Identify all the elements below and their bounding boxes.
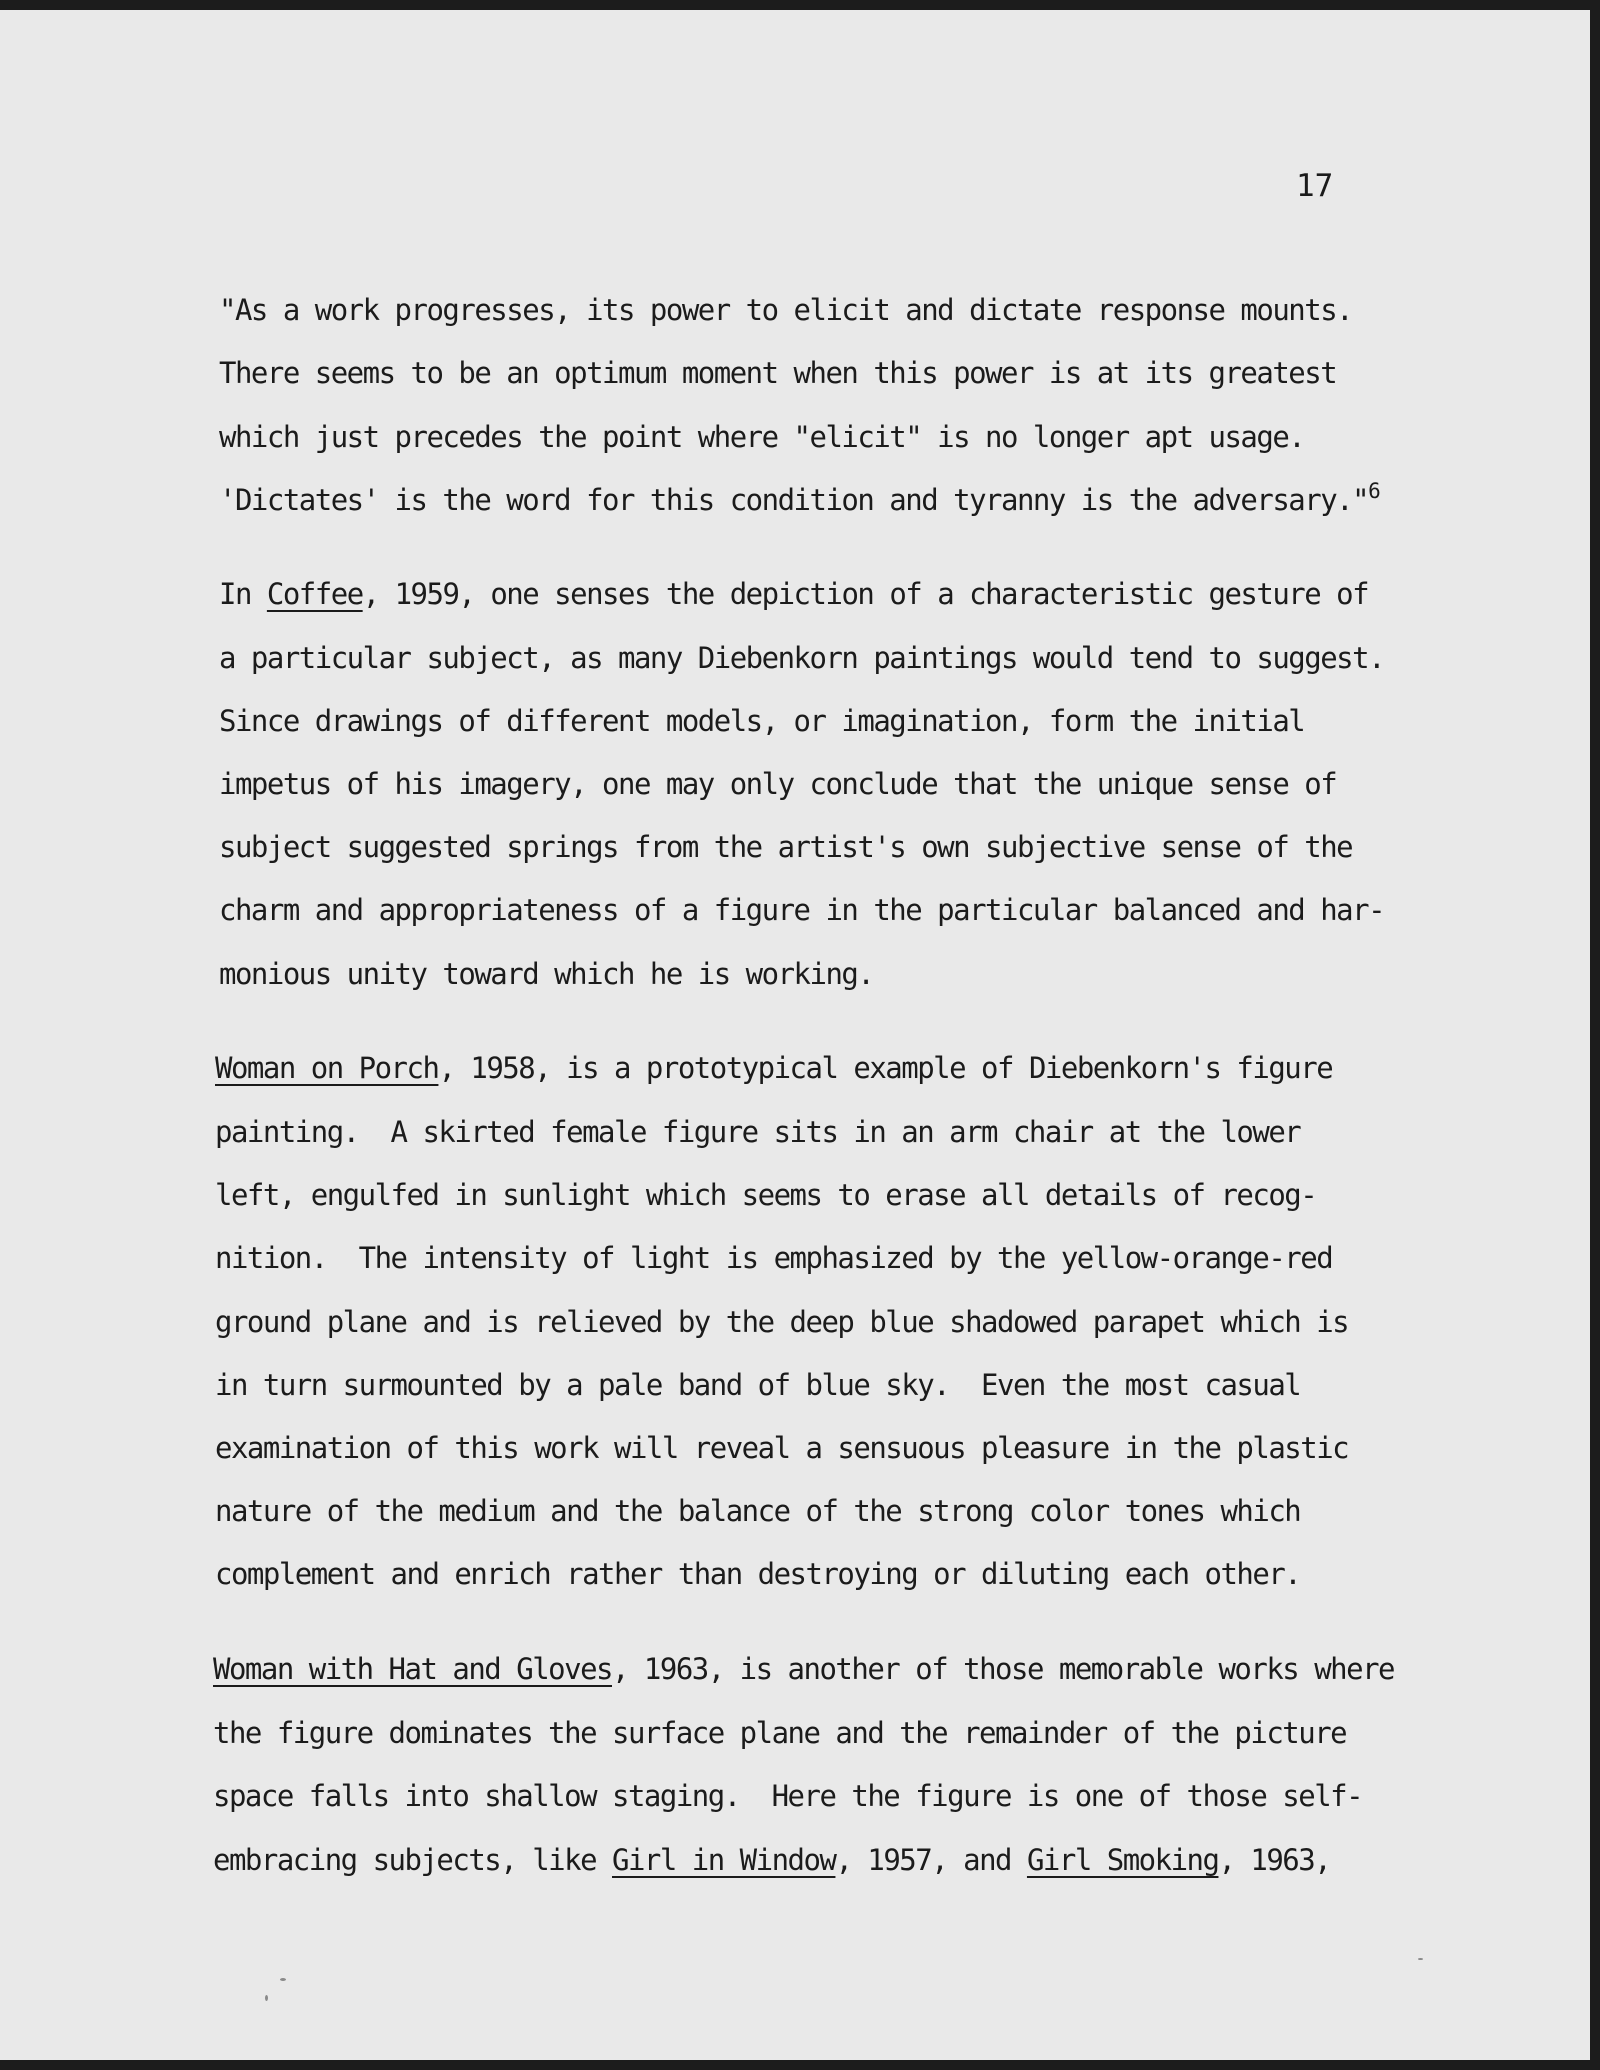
porch-line-6: in turn surmounted by a pale band of blue sky. Even the most casual bbox=[215, 1368, 1301, 1402]
hat-line-3: space falls into shallow staging. Here the figure is one of those self- bbox=[213, 1779, 1363, 1813]
porch-line-5: ground plane and is relieved by the deep blue shadowed parapet which is bbox=[215, 1305, 1349, 1339]
coffee-line-1 bbox=[219, 576, 1368, 612]
footnote-reference: 6 bbox=[1368, 479, 1380, 503]
quote-line-4-text: 'Dictates' is the word for this condition and tyranny is the adversary." bbox=[219, 483, 1369, 517]
artwork-title-woman-with-hat-and-gloves: Woman with Hat and Gloves bbox=[213, 1652, 612, 1686]
paper-speck bbox=[280, 1978, 286, 1981]
hat-line-1-rest: , 1963, is another of those memorable works where bbox=[612, 1652, 1395, 1686]
porch-line-1 bbox=[215, 1050, 1332, 1086]
coffee-line-1-rest: , 1959, one senses the depiction of a characteristic gesture of bbox=[362, 577, 1369, 611]
paper-speck bbox=[265, 1995, 268, 2001]
hat-line-4 bbox=[213, 1842, 1330, 1878]
porch-line-2: painting. A skirted female figure sits in an arm chair at the lower bbox=[215, 1115, 1301, 1149]
coffee-line-5: subject suggested springs from the artist's own subjective sense of the bbox=[219, 830, 1353, 864]
quote-line-4 bbox=[219, 479, 1380, 518]
artwork-title-girl-smoking: Girl Smoking bbox=[1026, 1843, 1219, 1877]
paper-speck bbox=[1418, 1958, 1423, 1960]
document-page bbox=[0, 10, 1590, 2060]
hat-line-4-start: embracing subjects, like bbox=[213, 1843, 612, 1877]
quote-line-3: which just precedes the point where "elicit" is no longer apt usage. bbox=[219, 420, 1305, 454]
porch-line-8: nature of the medium and the balance of the strong color tones which bbox=[215, 1494, 1301, 1528]
artwork-title-woman-on-porch: Woman on Porch bbox=[215, 1051, 439, 1085]
hat-line-4-end: , 1963, bbox=[1218, 1843, 1331, 1877]
quote-line-1: "As a work progresses, its power to elicit and dictate response mounts. bbox=[219, 293, 1353, 327]
page-number: 17 bbox=[1296, 168, 1334, 204]
coffee-line-4: impetus of his imagery, one may only conclude that the unique sense of bbox=[219, 767, 1337, 801]
artwork-title-coffee: Coffee bbox=[266, 577, 363, 611]
hat-line-2: the figure dominates the surface plane and the remainder of the picture bbox=[213, 1716, 1347, 1750]
porch-line-4: nition. The intensity of light is emphasized by the yellow-orange-red bbox=[215, 1241, 1333, 1275]
coffee-line-2: a particular subject, as many Diebenkorn paintings would tend to suggest. bbox=[219, 641, 1385, 675]
hat-line-4-mid: , 1957, and bbox=[835, 1843, 1027, 1877]
quote-line-2: There seems to be an optimum moment when this power is at its greatest bbox=[219, 356, 1337, 390]
artwork-title-girl-in-window: Girl in Window bbox=[612, 1843, 836, 1877]
porch-line-7: examination of this work will reveal a sensuous pleasure in the plastic bbox=[215, 1431, 1349, 1465]
hat-line-1 bbox=[213, 1651, 1394, 1687]
porch-line-9: complement and enrich rather than destroying or diluting each other. bbox=[215, 1557, 1301, 1591]
coffee-line-1-start: In bbox=[219, 577, 267, 611]
coffee-line-6: charm and appropriateness of a figure in the particular balanced and har- bbox=[219, 893, 1385, 927]
coffee-line-3: Since drawings of different models, or imagination, form the initial bbox=[219, 704, 1305, 738]
porch-line-1-rest: , 1958, is a prototypical example of Diebenkorn's figure bbox=[438, 1051, 1333, 1085]
porch-line-3: left, engulfed in sunlight which seems to erase all details of recog- bbox=[215, 1178, 1317, 1212]
coffee-line-7: monious unity toward which he is working. bbox=[219, 957, 874, 991]
